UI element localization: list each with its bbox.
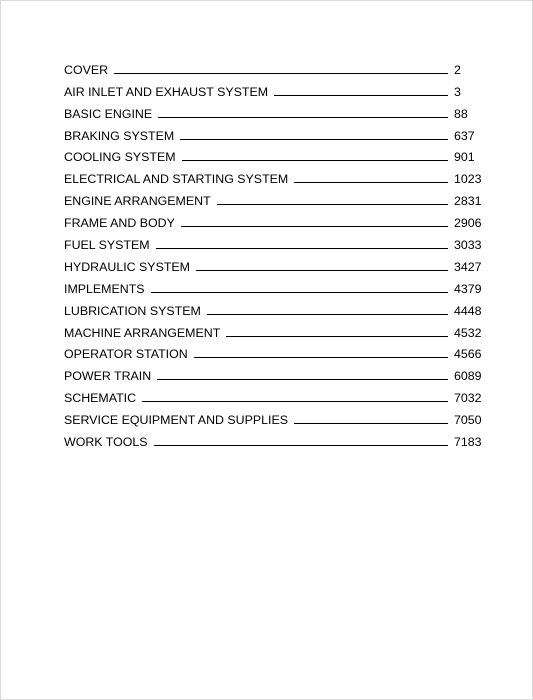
toc-entry-page-number: 637: [454, 128, 475, 143]
toc-entry[interactable]: [64, 405, 484, 427]
toc-entry[interactable]: [64, 340, 484, 362]
toc-entry[interactable]: [64, 77, 484, 99]
toc-entry[interactable]: [64, 55, 484, 77]
toc-entry-page-number: 3033: [454, 238, 482, 253]
toc-entry-page-number: 4566: [454, 347, 482, 362]
toc-entry-title: COOLING SYSTEM: [64, 150, 176, 165]
toc-entry[interactable]: [64, 318, 484, 340]
toc-entry-page-number: 7032: [454, 391, 482, 406]
toc-entry-title: ENGINE ARRANGEMENT: [64, 194, 211, 209]
toc-entry[interactable]: [64, 164, 484, 186]
toc-entry[interactable]: [64, 383, 484, 405]
toc-entry[interactable]: [64, 208, 484, 230]
toc-entry[interactable]: [64, 186, 484, 208]
toc-leader-line: [207, 314, 448, 315]
toc-leader-line: [294, 182, 448, 183]
toc-entry-page-number: 7183: [454, 435, 482, 450]
toc-entry-title: BRAKING SYSTEM: [64, 128, 175, 143]
toc-leader-line: [151, 292, 448, 293]
toc-entry-page-number: 4448: [454, 303, 482, 318]
toc-entry-page-number: 2: [454, 62, 461, 77]
toc-entry[interactable]: [64, 427, 484, 449]
toc-leader-line: [182, 160, 448, 161]
toc-entry[interactable]: [64, 230, 484, 252]
toc-entry[interactable]: [64, 252, 484, 274]
toc-entry-title: IMPLEMENTS: [64, 281, 145, 296]
toc-leader-line: [142, 401, 448, 402]
toc-leader-line: [294, 423, 448, 424]
toc-entry-page-number: 7050: [454, 413, 482, 428]
toc-entry-page-number: 3427: [454, 259, 482, 274]
toc-entry-title: SCHEMATIC: [64, 391, 137, 406]
toc-entry-title: FRAME AND BODY: [64, 216, 175, 231]
toc-entry-page-number: 6089: [454, 369, 482, 384]
toc-entry-page-number: 3: [454, 84, 461, 99]
toc-entry-title: SERVICE EQUIPMENT AND SUPPLIES: [64, 413, 289, 428]
table-of-contents: [64, 55, 484, 449]
toc-entry-page-number: 901: [454, 150, 475, 165]
toc-entry[interactable]: [64, 296, 484, 318]
toc-entry-title: COVER: [64, 62, 109, 77]
toc-leader-line: [158, 117, 448, 118]
toc-entry-title: WORK TOOLS: [64, 435, 148, 450]
toc-entry-page-number: 2831: [454, 194, 482, 209]
toc-leader-line: [114, 73, 448, 74]
toc-entry-title: AIR INLET AND EXHAUST SYSTEM: [64, 84, 269, 99]
toc-entry[interactable]: [64, 143, 484, 165]
toc-entry-title: LUBRICATION SYSTEM: [64, 303, 201, 318]
toc-leader-line: [194, 357, 448, 358]
toc-entry-page-number: 4532: [454, 325, 482, 340]
toc-leader-line: [156, 248, 448, 249]
toc-entry[interactable]: [64, 361, 484, 383]
toc-entry-title: FUEL SYSTEM: [64, 238, 150, 253]
toc-entry[interactable]: [64, 274, 484, 296]
toc-leader-line: [196, 270, 448, 271]
toc-entry-title: ELECTRICAL AND STARTING SYSTEM: [64, 172, 289, 187]
toc-entry-page-number: 88: [454, 106, 468, 121]
toc-entry-title: POWER TRAIN: [64, 369, 152, 384]
toc-entry-title: BASIC ENGINE: [64, 106, 153, 121]
toc-entry-page-number: 1023: [454, 172, 482, 187]
toc-entry-title: MACHINE ARRANGEMENT: [64, 325, 221, 340]
toc-entry-title: HYDRAULIC SYSTEM: [64, 259, 190, 274]
toc-leader-line: [274, 95, 448, 96]
toc-entry-page-number: 4379: [454, 281, 482, 296]
toc-leader-line: [154, 445, 448, 446]
toc-entry-page-number: 2906: [454, 216, 482, 231]
toc-leader-line: [157, 379, 448, 380]
toc-entry-title: OPERATOR STATION: [64, 347, 188, 362]
toc-entry[interactable]: [64, 121, 484, 143]
toc-entry[interactable]: [64, 99, 484, 121]
toc-leader-line: [181, 226, 448, 227]
toc-leader-line: [226, 336, 448, 337]
toc-leader-line: [217, 204, 448, 205]
toc-leader-line: [180, 139, 448, 140]
